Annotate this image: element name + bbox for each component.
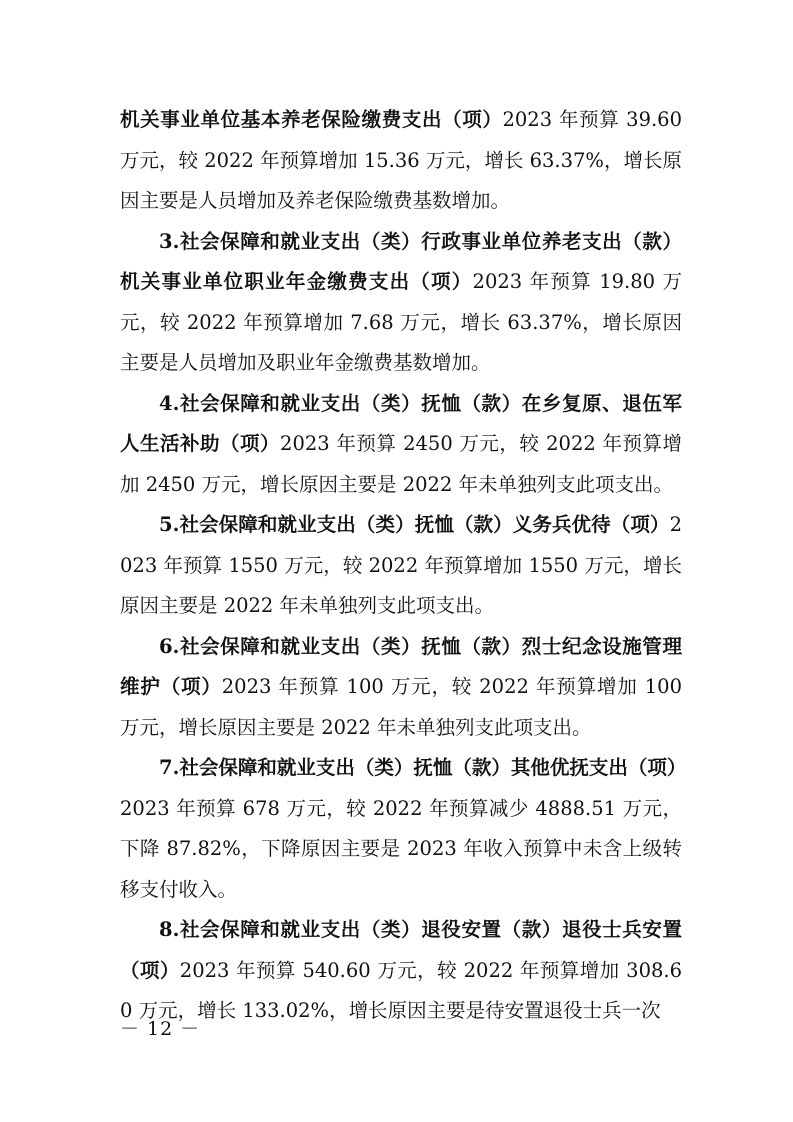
paragraph-heading: 机关事业单位基本养老保险缴费支出（项） bbox=[120, 108, 503, 131]
paragraph-veteran-living-subsidy bbox=[120, 384, 682, 506]
page-number: － 12 － bbox=[120, 1018, 201, 1040]
paragraph-pension-contribution bbox=[120, 100, 682, 222]
paragraph-heading: 4.社会保障和就业支出（类）抚恤（款）在乡复原、退伍军人生活补助（项） bbox=[120, 391, 682, 455]
paragraph-heading: 7.社会保障和就业支出（类）抚恤（款）其他优抚支出（项） bbox=[159, 756, 687, 779]
paragraph-text: 2023 年预算 19.80 万元，较 2022 年预算增加 7.68 万元，增长 63.37%，增长原因主要是人员增加及职业年金缴费基数增加。 bbox=[120, 270, 682, 374]
paragraph-veteran-resettlement bbox=[120, 910, 682, 1032]
paragraph-text: 2023 年预算 540.60 万元，较 2022 年预算增加 308.60 万元，增长 133.02%，增长原因主要是待安置退役士兵一次 bbox=[120, 958, 682, 1022]
paragraph-text: 2023 年预算 100 万元，较 2022 年预算增加 100 万元，增长原因主要是 2022 年未单独列支此项支出。 bbox=[120, 675, 682, 739]
paragraph-heading: 6.社会保障和就业支出（类）抚恤（款）烈士纪念设施管理维护（项） bbox=[120, 634, 682, 698]
paragraph-text: 2023 年预算 678 万元，较 2022 年预算减少 4888.51 万元，下降 87.82%，下降原因主要是 2023 年收入预算中未含上级转移支付收入。 bbox=[120, 796, 682, 901]
document-body bbox=[120, 100, 687, 1032]
paragraph-occupational-annuity bbox=[120, 222, 682, 384]
paragraph-text: 2023 年预算 39.60 万元，较 2022 年预算增加 15.36 万元，增长 63.37%，增长原因主要是人员增加及养老保险缴费基数增加。 bbox=[120, 108, 682, 212]
paragraph-heading: 5.社会保障和就业支出（类）抚恤（款）义务兵优待（项） bbox=[159, 513, 670, 536]
paragraph-text: 2023 年预算 2450 万元，较 2022 年预算增加 2450 万元，增长原因主要是 2022 年未单独列支此项支出。 bbox=[120, 432, 682, 496]
paragraph-heading: 3.社会保障和就业支出（类）行政事业单位养老支出（款）机关事业单位职业年金缴费支出（项） bbox=[120, 229, 682, 293]
paragraph-other-preferential bbox=[120, 748, 687, 910]
paragraph-conscript-preferential bbox=[120, 505, 682, 627]
paragraph-heading: 8.社会保障和就业支出（类）退役安置（款）退役士兵安置（项） bbox=[120, 918, 682, 982]
paragraph-martyr-memorial bbox=[120, 627, 682, 749]
paragraph-text: 2023 年预算 1550 万元，较 2022 年预算增加 1550 万元，增长原因主要是 2022 年未单独列支此项支出。 bbox=[120, 513, 682, 617]
